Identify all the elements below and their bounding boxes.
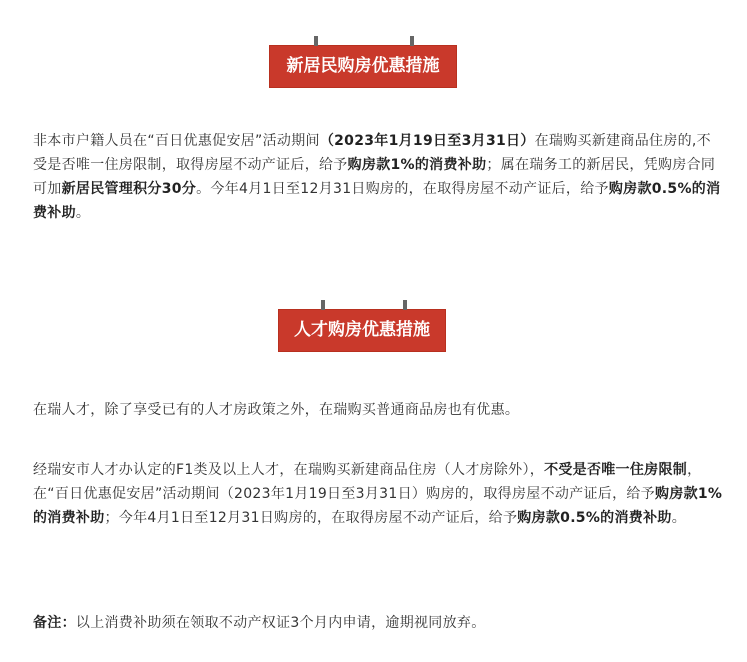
section1-banner [269,45,457,88]
banner-peg-right [410,36,414,46]
section1-paragraph [33,129,723,225]
note-text: 以上消费补助须在领取不动产权证3个月内申请，逾期视同放弃。 [75,615,486,631]
bold-run: 购房款0.5%的消费补助 [33,181,721,221]
text-run: ；今年4月1日至12月31日购房的，在取得房屋不动产证后，给予 [104,510,518,526]
section2-banner [278,309,446,352]
text-run: 。 [75,205,91,221]
bold-run: 购房款1%的消费补助 [347,157,487,173]
text-run: ；属在瑞务工的新居民，凭购房合同可加 [33,157,716,197]
section2-paragraph [33,458,723,530]
bold-run: 不受是否唯一住房限制 [544,462,688,478]
text-run: 在瑞购买新建商品住房的,不受是否唯一住房限制，取得房屋不动产证后，给予 [33,133,711,173]
text-run: 。 [671,510,686,526]
bold-run: （2023年1月19日至3月31日） [319,133,535,149]
note [33,611,723,635]
bold-run: 购房款0.5%的消费补助 [517,510,672,526]
text-run: 经瑞安市人才办认定的F1类及以上人才，在瑞购买新建商品住房（人才房除外）， [33,462,545,478]
text-run: 。今年4月1日至12月31日购房的，在取得房屋不动产证后，给予 [196,181,609,197]
bold-run: 新居民管理积分30分 [61,181,197,197]
section2-title: 人才购房优惠措施 [294,320,430,340]
text-run: 非本市户籍人员在“百日优惠促安居”活动期间 [33,133,320,149]
banner-peg-left [314,36,318,46]
section2-intro: 在瑞人才，除了享受已有的人才房政策之外，在瑞购买普通商品房也有优惠。 [33,402,520,418]
banner-peg-left [321,300,325,310]
section1-title: 新居民购房优惠措施 [286,56,440,76]
bold-run: 购房款1%的消费补助 [33,486,723,526]
banner-peg-right [403,300,407,310]
note-label: 备注： [33,615,76,631]
text-run: ，在“百日优惠促安居”活动期间（2023年1月19日至3月31日）购房的，取得房屋不动产证后，给予 [33,462,702,502]
